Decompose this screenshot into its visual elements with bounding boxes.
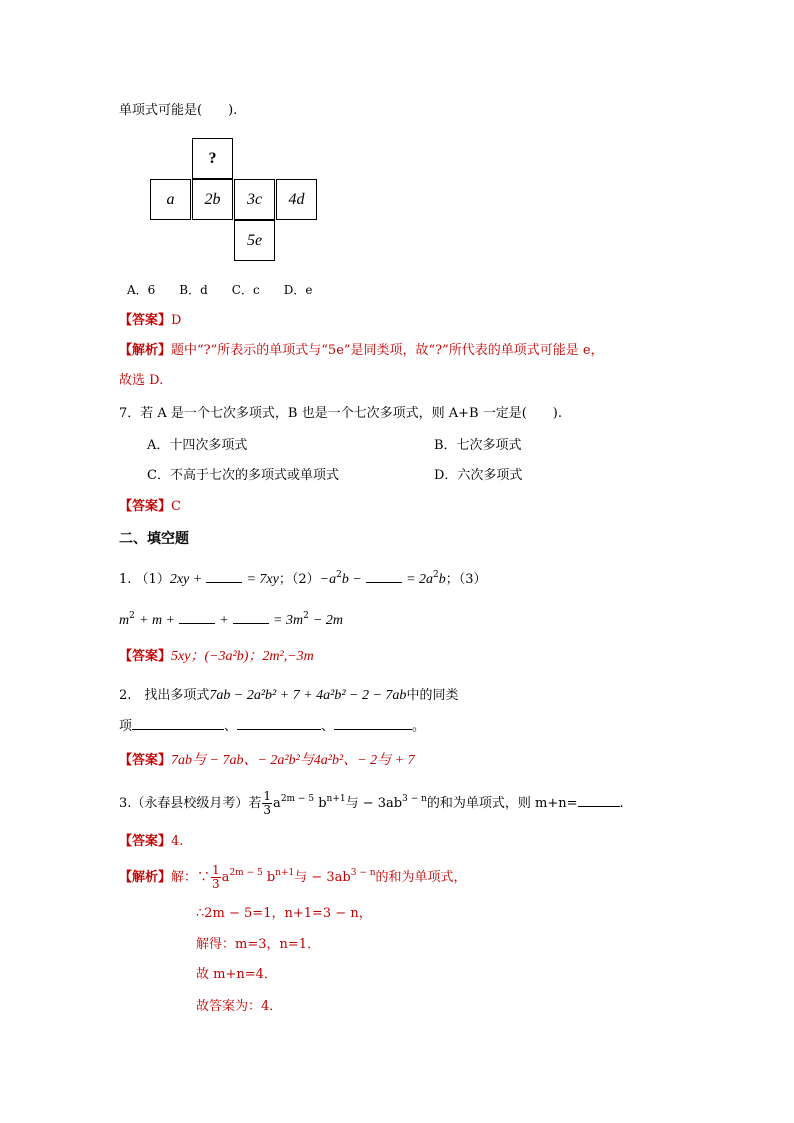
f3-step3: 故 m+n=4． — [196, 967, 277, 982]
f3-step4: 故答案为：4． — [196, 999, 283, 1014]
fraction — [262, 790, 272, 817]
fraction-numerator: 1 — [263, 789, 272, 803]
f1-part2-b: b − — [341, 572, 362, 587]
answer-value: 5xy；(−3a²b)；2m²,−3m — [171, 649, 314, 664]
exponent: 2m − 5 — [229, 868, 263, 878]
net-cell-a: a — [150, 179, 191, 220]
end-mark: 。 — [412, 719, 426, 734]
f1-line1 — [119, 566, 487, 589]
answer-value: C — [171, 499, 181, 514]
analysis-label: 【解析】 — [119, 870, 172, 885]
blank[interactable] — [206, 570, 242, 583]
blank[interactable] — [366, 570, 402, 583]
base: a — [273, 796, 281, 811]
answer-label: 【答案】 — [119, 313, 172, 328]
f2-suffix: 中的同类 — [406, 688, 459, 703]
f1-answer — [119, 648, 314, 666]
f1-part2-label: （2） — [291, 572, 320, 587]
blank[interactable] — [179, 611, 215, 624]
f3-answer — [119, 833, 183, 851]
fraction-denominator: 3 — [212, 877, 220, 891]
q7-stem: 7．若 A 是一个七次多项式，B 也是一个七次多项式，则 A+B 一定是( ). — [119, 406, 562, 421]
net-cell-5e: 5e — [234, 220, 275, 261]
answer-label: 【答案】 — [119, 499, 172, 514]
f1-part3-label: （3） — [458, 572, 487, 587]
f1-part1-left: 2xy + — [169, 572, 203, 587]
q7-option-a: A．十四次多项式 — [147, 438, 248, 453]
separator: ； — [278, 572, 292, 587]
net-cell-2b: 2b — [192, 179, 233, 220]
blank[interactable] — [334, 717, 412, 730]
end-mark: . — [619, 796, 624, 811]
base: b — [266, 870, 276, 885]
f1-l2-eq: = 3m — [273, 613, 304, 628]
answer-label: 【答案】 — [119, 834, 172, 849]
blank[interactable] — [132, 717, 224, 730]
f1-part2-c: b — [438, 572, 446, 587]
f1-part1-label: （1） — [135, 572, 170, 587]
exponent: 2 — [129, 611, 135, 621]
f3-analysis — [119, 864, 467, 891]
fraction-denominator: 3 — [263, 803, 272, 817]
q6-analysis-line2: 故选 D. — [119, 373, 164, 388]
q7-option-d: D．六次多项式 — [434, 468, 523, 483]
answer-label: 【答案】 — [119, 649, 172, 664]
f2-line2-prefix: 项 — [119, 719, 133, 734]
separator: 、 — [321, 719, 335, 734]
blank[interactable] — [233, 611, 269, 624]
section-title: 二、填空题 — [119, 531, 189, 547]
analysis-text: 题中“?”所表示的单项式与“5e”是同类项，故“?”所代表的单项式可能是 e， — [171, 343, 604, 358]
cube-net-figure — [150, 138, 320, 262]
f3-post: 的和为单项式，则 m+n= — [426, 796, 578, 811]
net-cell-question: ? — [192, 138, 233, 179]
exponent: 2m − 5 — [280, 794, 315, 804]
f3-step1: ∴2m − 5=1，n+1=3 − n， — [196, 906, 372, 921]
answer-value: 7ab与 − 7ab、− 2a²b²与4a²b²、− 2与 + 7 — [171, 753, 415, 768]
fraction-numerator: 1 — [212, 863, 220, 877]
f2-line1 — [119, 687, 458, 705]
separator: ； — [445, 572, 459, 587]
exponent: 2 — [433, 570, 439, 580]
blank[interactable] — [578, 794, 620, 807]
f2-prefix: 2. 找出多项式 — [119, 688, 210, 703]
analysis-label: 【解析】 — [119, 343, 172, 358]
exponent: n+1 — [326, 794, 346, 804]
base: a — [221, 870, 230, 885]
f2-answer — [119, 752, 415, 770]
analysis-prefix: 解：∵ — [171, 870, 211, 885]
f1-part2-eq: = 2a — [406, 572, 434, 587]
f1-part1-right: = 7xy — [246, 572, 279, 587]
exponent: 3 − n — [402, 794, 427, 804]
analysis-post: 的和为单项式， — [375, 870, 467, 885]
q6-analysis-line1 — [119, 342, 604, 360]
f1-l2-c: − 2m — [312, 613, 344, 628]
q6-options: A．6 B．d C．c D．e — [127, 283, 313, 297]
f1-l2-b: + m + — [139, 613, 176, 628]
analysis-mid: 与 − 3ab — [294, 870, 351, 885]
answer-value: 4. — [171, 834, 184, 849]
q7-option-c: C．不高于七次的多项式或单项式 — [147, 468, 339, 483]
q6-stem-tail: 单项式可能是( ). — [119, 103, 238, 118]
q7-option-b: B．七次多项式 — [434, 438, 522, 453]
f1-part2-a: −a — [319, 572, 337, 587]
exponent: 2 — [336, 570, 342, 580]
net-cell-4d: 4d — [276, 179, 317, 220]
f3-stem — [119, 790, 624, 817]
f1-line2 — [119, 607, 343, 630]
f2-polynomial: 7ab − 2a²b² + 7 + 4a²b² − 2 − 7ab — [209, 688, 407, 703]
base: b — [318, 796, 327, 811]
separator: 、 — [224, 719, 238, 734]
q7-answer — [119, 498, 181, 516]
f1-l2-a: m — [119, 613, 130, 628]
net-cell-3c: 3c — [234, 179, 275, 220]
fraction — [211, 864, 221, 891]
f3-mid: 与 − 3ab — [345, 796, 403, 811]
exponent: 3 − n — [350, 868, 376, 878]
exponent: 2 — [303, 611, 309, 621]
f1-l2-plus: + — [219, 613, 229, 628]
q6-answer — [119, 312, 181, 330]
f3-prefix: 3.（永春县校级月考）若 — [119, 796, 262, 811]
f1-number: 1. — [119, 572, 132, 587]
blank[interactable] — [237, 717, 321, 730]
answer-value: D — [171, 313, 182, 328]
f3-step2: 解得：m=3，n=1． — [196, 937, 321, 952]
answer-label: 【答案】 — [119, 753, 172, 768]
exponent: n+1 — [275, 868, 295, 878]
f2-line2 — [119, 717, 425, 736]
